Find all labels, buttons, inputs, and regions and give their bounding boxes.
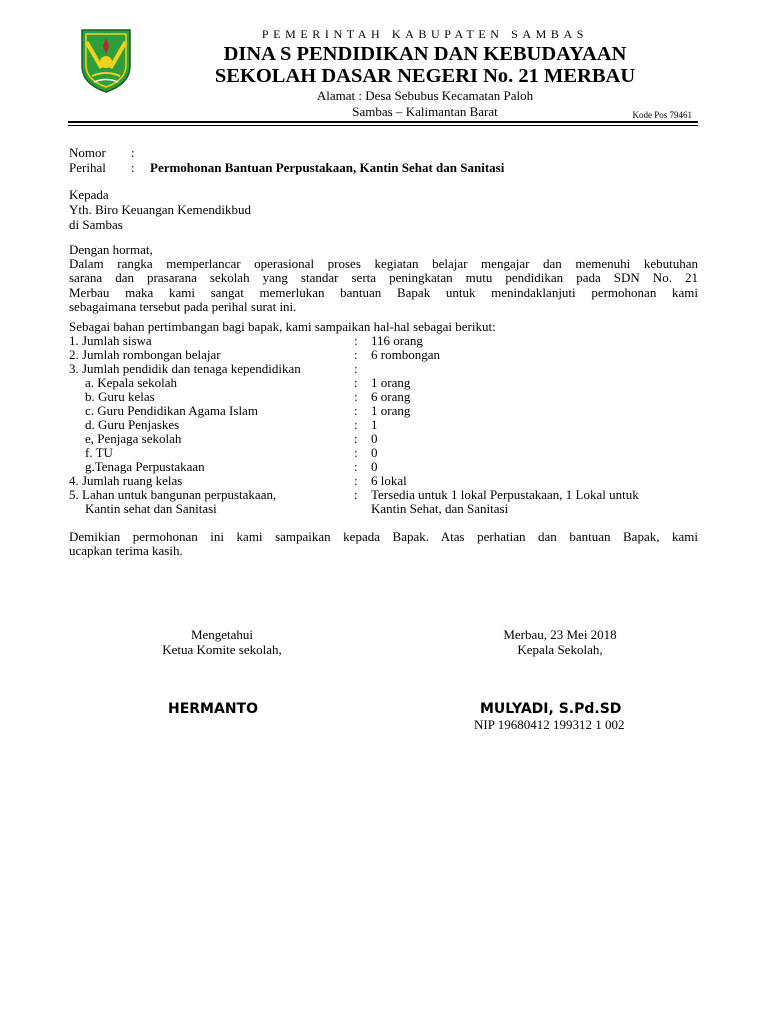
left-sign-line-2: Ketua Komite sekolah,	[162, 642, 282, 657]
salutation: Dengan hormat,	[69, 242, 153, 257]
nomor-sep: :	[131, 145, 135, 160]
recipient-line-1: Kepada	[69, 187, 109, 202]
item-label: 2. Jumlah rombongan belajar	[69, 347, 221, 362]
item-value-cont: Kantin Sehat, dan Sanitasi	[371, 501, 509, 516]
item-label: d. Guru Penjaskes	[85, 417, 180, 432]
closing-line-1: Demikian permohonan ini kami sampaikan kepada Bapak. Atas perhatian dan bantuan Bapak, kami	[69, 529, 698, 544]
item-sep: :	[354, 333, 358, 348]
item-value: 1	[371, 417, 378, 432]
letterhead-divider	[68, 121, 698, 123]
item-label: g.Tenaga Perpustakaan	[85, 459, 205, 474]
paragraph-line-1: Dalam rangka memperlancar operasional proses kegiatan belajar mengajar dan memenuhi kebutuhan	[69, 256, 698, 271]
list-intro: Sebagai bahan pertimbangan bagi bapak, kami sampaikan hal-hal sebagai berikut:	[69, 319, 496, 334]
school-name: SEKOLAH DASAR NEGERI No. 21 MERBAU	[214, 65, 636, 87]
recipient-line-3: di Sambas	[69, 217, 123, 232]
item-label: 1. Jumlah siswa	[69, 333, 152, 348]
item-sep: :	[354, 403, 358, 418]
item-label: 5. Lahan untuk bangunan perpustakaan,	[69, 487, 277, 502]
perihal-sep: :	[131, 160, 135, 175]
item-sep: :	[354, 375, 358, 390]
postal-code: Kode Pos 79461	[632, 110, 692, 120]
item-sep: :	[354, 361, 358, 376]
item-value: 0	[371, 445, 378, 460]
item-sep: :	[354, 473, 358, 488]
right-signatory-nip: NIP 19680412 199312 1 002	[474, 717, 625, 732]
right-sign-line-2: Kepala Sekolah,	[517, 642, 603, 657]
item-value: 1 orang	[371, 375, 411, 390]
item-value: 6 orang	[371, 389, 411, 404]
perihal-value: Permohonan Bantuan Perpustakaan, Kantin Sehat dan Sanitasi	[150, 160, 505, 175]
item-label: e, Penjaga sekolah	[85, 431, 182, 446]
item-label: 4. Jumlah ruang kelas	[69, 473, 183, 488]
government-line: PEMERINTAH KABUPATEN SAMBAS	[261, 27, 589, 41]
item-value: 0	[371, 459, 378, 474]
right-sign-line-1: Merbau, 23 Mei 2018	[503, 627, 617, 642]
item-label: f. TU	[85, 445, 113, 460]
paragraph-line-4: sebagaimana tersebut pada perihal surat ini.	[69, 299, 297, 314]
item-label-cont: Kantin sehat dan Sanitasi	[85, 501, 217, 516]
department-line: DINA S PENDIDIKAN DAN KEBUDAYAAN	[223, 43, 627, 65]
item-value: 116 orang	[371, 333, 423, 348]
recipient-line-2: Yth. Biro Keuangan Kemendikbud	[69, 202, 251, 217]
item-sep: :	[354, 347, 358, 362]
item-value: 0	[371, 431, 378, 446]
paragraph-line-3: Merbau maka kami sangat memerlukan bantuan Bapak untuk menindaklanjuti permohonan kami	[69, 285, 698, 300]
right-signatory-name: MULYADI, S.Pd.SD	[480, 701, 622, 717]
letterhead-divider-thin	[68, 125, 698, 126]
item-label: c. Guru Pendidikan Agama Islam	[85, 403, 258, 418]
item-sep: :	[354, 389, 358, 404]
regency-emblem-icon	[78, 26, 134, 94]
item-label: a. Kepala sekolah	[85, 375, 178, 390]
item-value: 1 orang	[371, 403, 411, 418]
paragraph-line-2: sarana dan prasarana sekolah yang standar serta peningkatan mutu pendidikan pada SDN No. 21	[69, 270, 698, 285]
item-value: 6 rombongan	[371, 347, 440, 362]
left-sign-line-1: Mengetahui	[190, 627, 254, 642]
item-label: 3. Jumlah pendidik dan tenaga kependidikan	[69, 361, 301, 376]
item-sep: :	[354, 459, 358, 474]
item-value: 6 lokal	[371, 473, 407, 488]
nomor-label: Nomor	[69, 145, 106, 160]
address-line-1: Alamat : Desa Sebubus Kecamatan Paloh	[316, 88, 534, 103]
item-label: b. Guru kelas	[85, 389, 155, 404]
item-sep: :	[354, 487, 358, 502]
perihal-label: Perihal	[69, 160, 106, 175]
item-sep: :	[354, 445, 358, 460]
address-line-2: Sambas – Kalimantan Barat	[352, 104, 498, 119]
item-sep: :	[354, 417, 358, 432]
letterhead	[150, 27, 700, 120]
left-signatory-name: HERMANTO	[168, 701, 258, 717]
closing-line-2: ucapkan terima kasih.	[69, 543, 183, 558]
item-value: Tersedia untuk 1 lokal Perpustakaan, 1 Lokal untuk	[371, 487, 639, 502]
item-sep: :	[354, 431, 358, 446]
